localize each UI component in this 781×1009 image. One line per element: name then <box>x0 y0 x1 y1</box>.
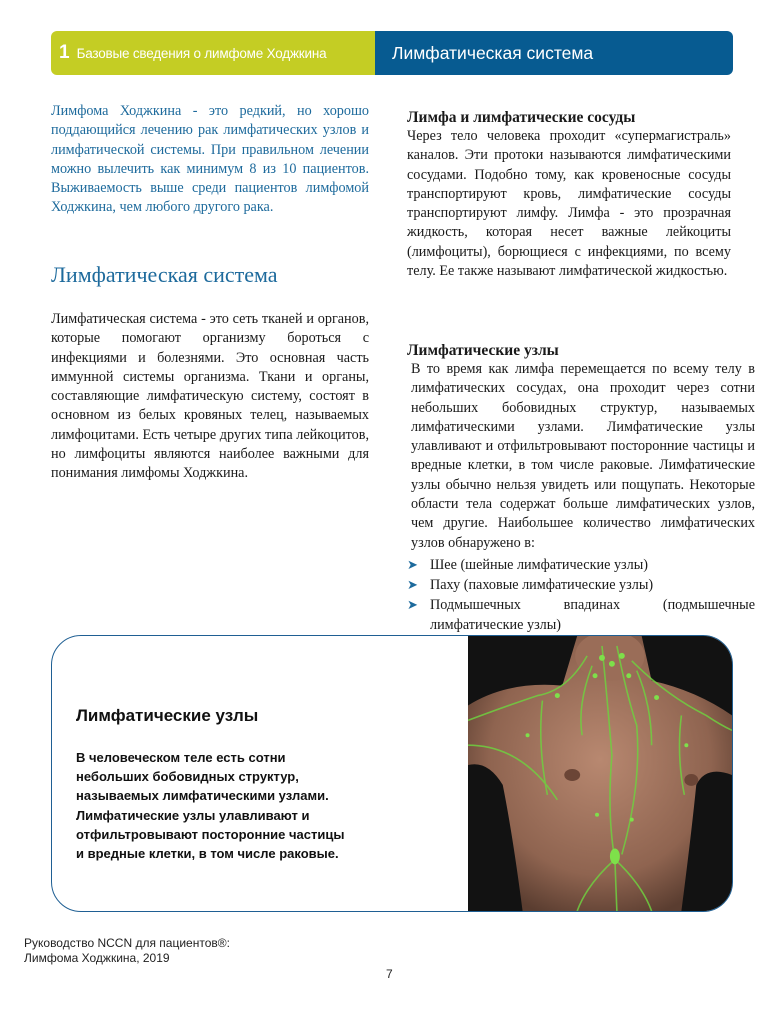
chapter-tab <box>51 31 375 75</box>
list-item-text: Шее (шейные лимфатические узлы) <box>430 556 648 573</box>
chapter-number: 1 <box>59 42 70 63</box>
arrow-bullet-icon: ➤ <box>407 596 418 612</box>
footer-line-2: Лимфома Ходжкина, 2019 <box>24 951 170 965</box>
list-item-text: Паху (паховые лимфатические узлы) <box>430 576 654 593</box>
lymph-nodes-paragraph: В то время как лимфа перемещается по всему телу в лимфатических сосудах, она проходит через сотни небольших бобовидных структур, называемых лимфатическими узлами. Лимфатические узлы улавливают и отфильтровывают посторонние частицы и вредные клетки, в том числе раковые. Лимфатические узлы обычно нельзя увидеть или пощупать. Некоторые области тела содержат больше лимфатических узлов, чем другие. Наибольшее количество лимфатических узлов обнаружено в: <box>411 361 755 551</box>
intro-paragraph: Лимфома Ходжкина - это редкий, но хорошо поддающийся лечению рак лимфатических узлов и лимфатической системы. При правильном лечении можно вылечить как минимум 8 из 10 пациентов. Выживаемость выше среди пациентов лимфомой Ходжкина, чем любого другого рака. <box>51 103 369 216</box>
list-item <box>407 575 755 595</box>
section-header-title: Лимфатическая система <box>392 42 594 63</box>
lymph-vessels-paragraph: Через тело человека проходит «супермагистраль» каналов. Эти протоки называются лимфатическими сосудами. Подобно тому, как кровеносные сосуды транспортируют кровь, лимфатические сосуды транспортируют лимфу. Лимфа - это прозрачная жидкость, которая несет важные лейкоциты (лимфоциты), борющиеся с инфекциями, по всему телу. Ее также называют лимфатической жидкостью. <box>407 128 731 280</box>
chapter-header-bar <box>51 31 733 75</box>
list-item <box>407 555 755 575</box>
lymph-nodes-heading: Лимфатические узлы <box>407 342 559 359</box>
arrow-bullet-icon: ➤ <box>407 556 418 572</box>
torso-illustration-svg <box>468 636 732 911</box>
lymph-node-locations-list <box>407 555 755 635</box>
chapter-title: Базовые сведения о лимфоме Ходжкина <box>76 45 327 61</box>
footer-citation <box>24 936 230 966</box>
page-number: 7 <box>386 967 393 981</box>
lymph-vessels-section <box>407 108 731 281</box>
list-item <box>407 595 755 635</box>
lymphatic-system-heading: Лимфатическая система <box>51 262 278 287</box>
lymph-nodes-section <box>407 341 755 635</box>
callout-text-block <box>76 706 356 863</box>
lymphatic-system-paragraph: Лимфатическая система - это сеть тканей и органов, которые помогают организму бороться с инфекциями и болезнями. Это основная часть иммунной системы организма. Ткани и органы, составляющие лимфатическую систему, состоят в основном из белых кровяных телец, называемых лимфоцитами. Есть четыре других типа лейкоцитов, но лимфоциты являются наиболее важными для понимания лимфомы Ходжкина. <box>51 311 370 482</box>
lymphatic-torso-illustration <box>468 636 732 911</box>
arrow-bullet-icon: ➤ <box>407 576 418 592</box>
section-tab <box>375 31 733 75</box>
lymph-nodes-callout-box <box>51 635 733 912</box>
list-item-text: Подмышечных впадинах (подмышечные лимфатические узлы) <box>430 596 755 633</box>
callout-body: В человеческом теле есть сотни небольших бобовидных структур, называемых лимфатическими узлами. Лимфатические узлы улавливают и отфильтровывают посторонние частицы и вредные клетки, в том числе раковые. <box>76 750 345 862</box>
callout-title: Лимфатические узлы <box>76 706 259 725</box>
lymph-vessels-heading: Лимфа и лимфатические сосуды <box>407 109 636 126</box>
footer-line-1: Руководство NCCN для пациентов®: <box>24 936 230 950</box>
